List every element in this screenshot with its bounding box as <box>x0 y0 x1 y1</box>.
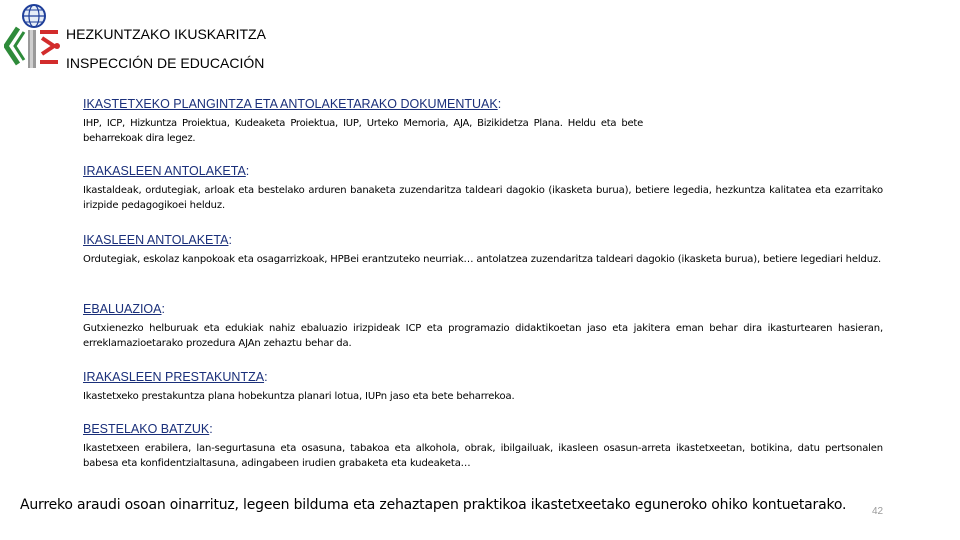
section-heading: EBALUAZIOA: <box>83 302 165 316</box>
section-teacher-training <box>83 370 883 404</box>
section-student-organization <box>83 233 883 267</box>
section-body: Ikastetxeko prestakuntza plana hobekuntza planari lotua, IUPn jaso eta bete beharrekoa. <box>83 391 515 402</box>
section-title: BESTELAKO BATZUK <box>83 422 210 436</box>
section-heading: BESTELAKO BATZUK: <box>83 422 213 436</box>
section-others <box>83 422 883 471</box>
section-body: Gutxienezko helburuak eta edukiak nahiz ebaluazio irizpideak ICP eta programazio didaktikoetan jaso eta jakitera eman behar dira ikasturtearen hasieran, erreklamazioetarako prozedura AJAn zehaztu behar da. <box>83 323 883 349</box>
section-title: IRAKASLEEN PRESTAKUNTZA <box>83 370 265 384</box>
section-evaluation <box>83 302 883 351</box>
section-title: EBALUAZIOA <box>83 302 162 316</box>
org-name-spanish: INSPECCIÓN DE EDUCACIÓN <box>66 55 265 71</box>
section-title: IRAKASLEEN ANTOLAKETA <box>83 164 246 178</box>
inspection-logo-icon <box>4 2 64 72</box>
page-number: 42 <box>872 506 884 517</box>
org-name-basque: HEZKUNTZAKO IKUSKARITZA <box>66 26 266 42</box>
section-body: Ikastaldeak, ordutegiak, arloak eta bestelako arduren banaketa zuzendaritza taldeari dagokio (ikasketa burua), betiere legedia, hezkuntza kalitatea eta ezarritako irizpide pedagogikoei helduz. <box>83 185 883 211</box>
section-planning-documents <box>83 97 883 146</box>
section-teacher-organization <box>83 164 883 213</box>
section-body: Ordutegiak, eskolaz kanpokoak eta osagarrizkoak, HPBei erantzuteko neurriak… antolatzea zuzendaritza taldeari dagokio (ikasketa burua), betiere legediari helduz. <box>83 254 882 265</box>
section-body: IHP, ICP, Hizkuntza Proiektua, Kudeaketa Proiektua, IUP, Urteko Memoria, AJA, Bizikidetza Plana. Heldu eta bete beharrekoak dira legez. <box>83 118 643 144</box>
section-title: IKASLEEN ANTOLAKETA <box>83 233 229 247</box>
section-heading: IRAKASLEEN PRESTAKUNTZA: <box>83 370 268 384</box>
footer-summary: Aurreko araudi osoan oinarrituz, legeen bilduma eta zehaztapen praktikoa ikastetxeetako eguneroko ohiko kontuetarako. <box>20 497 847 513</box>
section-heading: IRAKASLEEN ANTOLAKETA: <box>83 164 250 178</box>
section-heading: IKASLEEN ANTOLAKETA: <box>83 233 232 247</box>
section-title: IKASTETXEKO PLANGINTZA ETA ANTOLAKETARAKO DOKUMENTUAK <box>83 97 498 111</box>
section-heading: IKASTETXEKO PLANGINTZA ETA ANTOLAKETARAKO DOKUMENTUAK: <box>83 97 502 111</box>
section-body: Ikastetxeen erabilera, lan-segurtasuna eta osasuna, tabakoa eta alkohola, obrak, ibilgailuak, ikasleen osasun-arreta ikastetxeetan, botikina, datu pertsonalen babesa eta konfidentzialtasuna, adingabeen irudien grabaketa eta kudeaketa… <box>83 443 883 469</box>
